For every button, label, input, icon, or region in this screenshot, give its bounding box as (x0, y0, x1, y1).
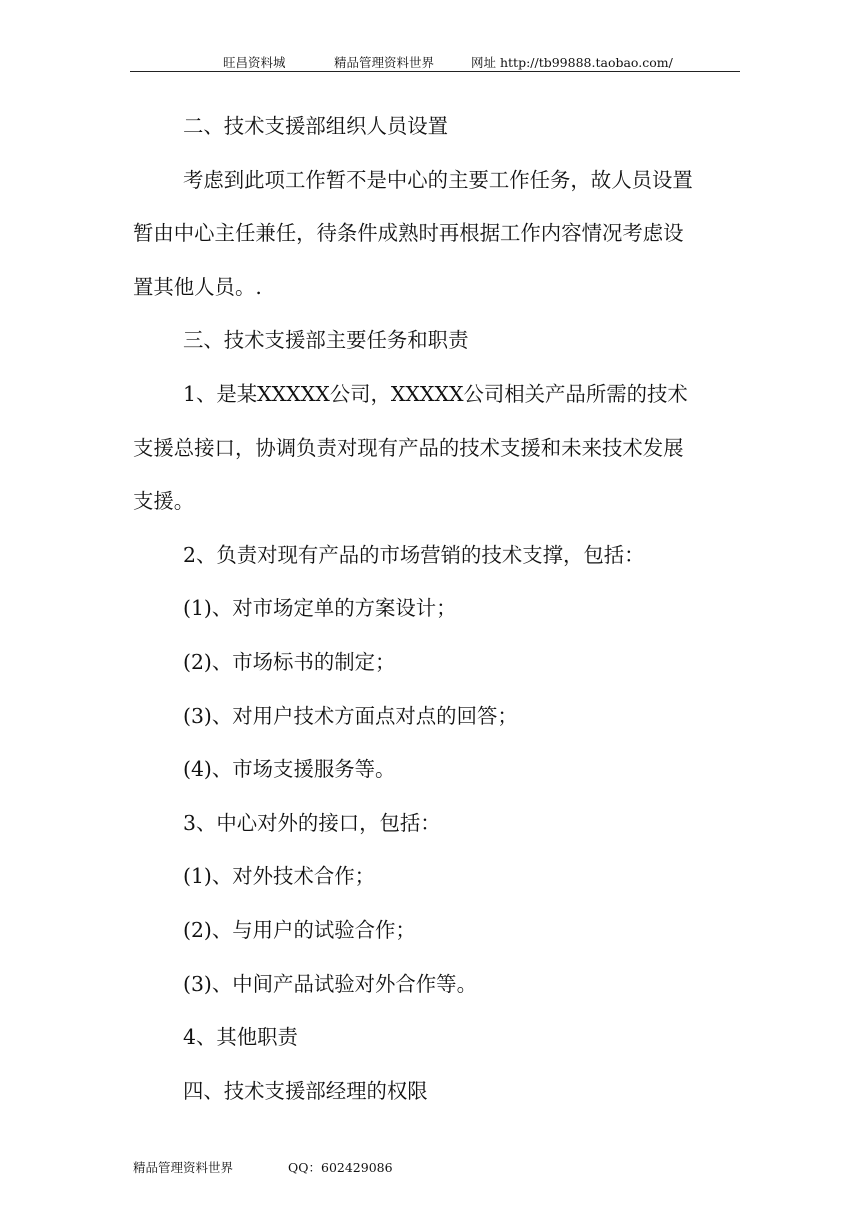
list-item: (1)、对市场定单的方案设计； (183, 596, 457, 621)
list-item: (2)、市场标书的制定； (183, 649, 396, 674)
footer-left-text: 精品管理资料世界 (133, 1160, 234, 1175)
paragraph-line: 考虑到此项工作暂不是中心的主要工作任务，故人员设置 (183, 167, 693, 192)
footer-qq-text: QQ：602429086 (288, 1160, 393, 1175)
list-item: (2)、与用户的试验合作； (183, 917, 416, 942)
list-item: (3)、对用户技术方面点对点的回答； (183, 703, 518, 728)
paragraph-line: 置其他人员。. (133, 274, 262, 299)
page-header (0, 50, 868, 70)
paragraph-line: 3、中心对外的接口，包括： (183, 810, 441, 835)
paragraph-line: 1、是某XXXXX公司，XXXXX公司相关产品所需的技术 (183, 381, 688, 406)
paragraph-line: 2、负责对现有产品的市场营销的技术支撑，包括： (183, 542, 645, 567)
paragraph-line: 支援。 (133, 489, 195, 514)
document-body (133, 100, 733, 1118)
header-left-text: 旺昌资料城 (223, 55, 286, 70)
list-item: (1)、对外技术合作； (183, 864, 376, 889)
paragraph-line: 4、其他职责 (183, 1025, 298, 1050)
paragraph-line: 暂由中心主任兼任，待条件成熟时再根据工作内容情况考虑设 (133, 221, 684, 246)
header-url-text: 网址 http://tb99888.taobao.com/ (471, 55, 673, 70)
section-heading: 三、技术支援部主要任务和职责 (183, 328, 469, 353)
header-center-text: 精品管理资料世界 (334, 55, 435, 70)
section-heading: 四、技术支援部经理的权限 (183, 1078, 428, 1103)
list-item: (3)、中间产品试验对外合作等。 (183, 971, 477, 996)
section-heading: 二、技术支援部组织人员设置 (183, 114, 449, 138)
paragraph-line: 支援总接口，协调负责对现有产品的技术支援和未来技术发展 (133, 435, 684, 460)
header-divider (130, 71, 740, 72)
list-item: (4)、市场支援服务等。 (183, 757, 396, 782)
